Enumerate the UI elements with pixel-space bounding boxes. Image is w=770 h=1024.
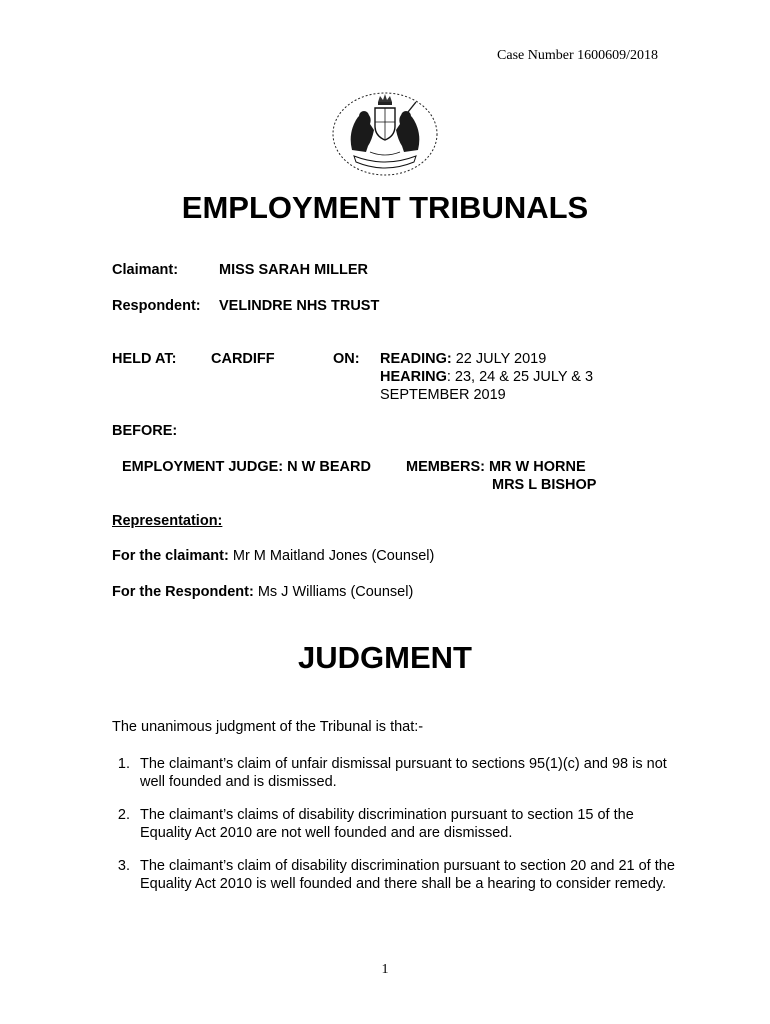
hearing-dates-continued: SEPTEMBER 2019 [380,387,506,403]
case-number: Case Number 1600609/2018 [497,48,658,63]
hearing-line [380,368,593,386]
judgment-intro: The unanimous judgment of the Tribunal is that:- [112,719,424,735]
respondent-name: VELINDRE NHS TRUST [219,298,380,314]
employment-judge: EMPLOYMENT JUDGE: N W BEARD [122,459,371,475]
members-line-2: MRS L BISHOP [492,477,597,493]
hearing-dates: : 23, 24 & 25 JULY & 3 [446,369,594,385]
respondent-label: Respondent: [112,298,201,314]
judgment-item: 3. The claimant’s claim of disability discrimination pursuant to section 20 and 21 of the Equality Act 2010 is well founded and there shall be a hearing to consider remedy. [134,857,682,893]
page-number: 1 [381,962,389,977]
claimant-rep-label: For the claimant: [112,548,229,564]
judgment-list [112,755,682,908]
respondent-representation [112,583,413,601]
reading-date: 22 JULY 2019 [455,351,547,367]
claimant-rep-name: Mr M Maitland Jones (Counsel) [232,548,435,564]
respondent-rep-label: For the Respondent: [112,584,254,600]
members-line-1: MEMBERS: MR W HORNE [406,459,586,475]
claimant-label: Claimant: [112,262,179,278]
held-at-label: HELD AT: [112,351,177,367]
hearing-label: HEARING [380,369,447,385]
judgment-item: 1. The claimant’s claim of unfair dismissal pursuant to sections 95(1)(c) and 98 is not well founded and is dismissed. [134,755,682,791]
judgment-heading: JUDGMENT [298,640,472,675]
before-label: BEFORE: [112,423,178,439]
judgment-item: 2. The claimant’s claims of disability discrimination pursuant to section 15 of the Equality Act 2010 are not well founded and are dismissed. [134,806,682,842]
claimant-name: MISS SARAH MILLER [219,262,369,278]
representation-heading: Representation: [112,513,223,529]
reading-label: READING: [380,351,452,367]
claimant-representation [112,547,434,565]
reading-line [380,350,546,368]
on-label: ON: [333,351,360,367]
royal-coat-of-arms-icon [330,90,440,178]
document-title: EMPLOYMENT TRIBUNALS [181,190,589,225]
respondent-rep-name: Ms J Williams (Counsel) [257,584,414,600]
held-at-location: CARDIFF [211,351,275,367]
